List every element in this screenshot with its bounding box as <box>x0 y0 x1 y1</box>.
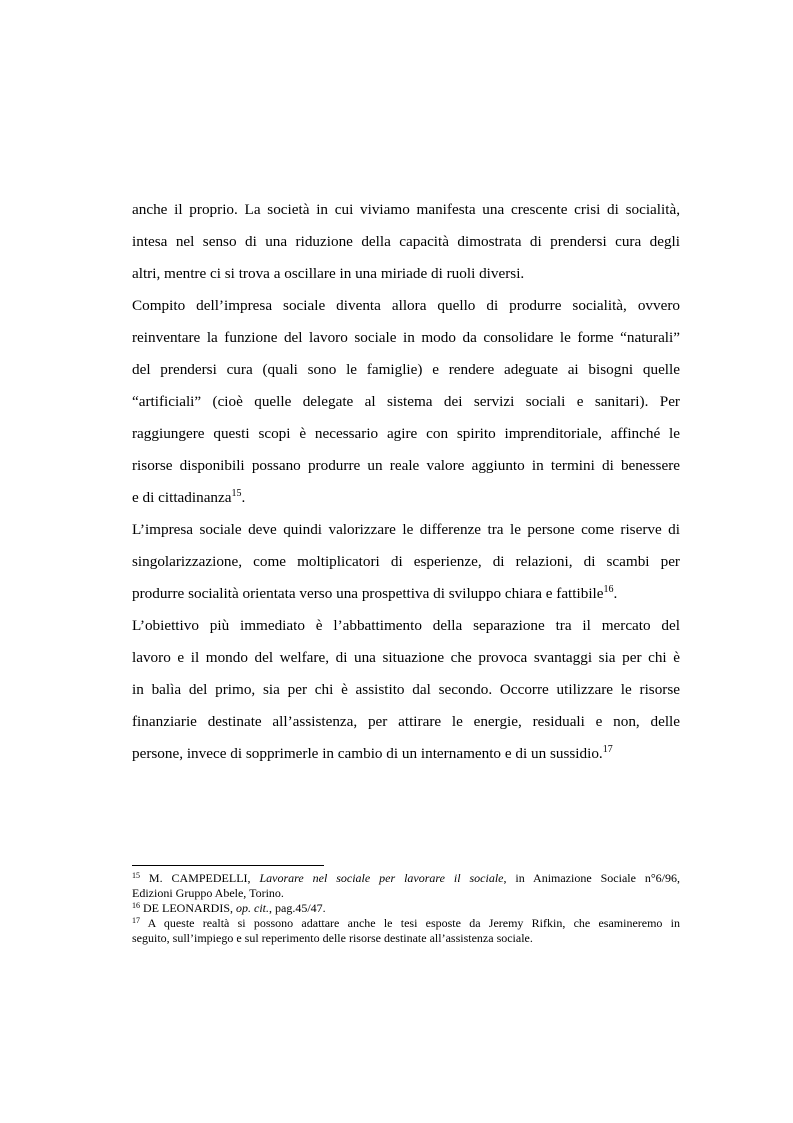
text-line: finanziarie destinate all’assistenza, per attirare le energie, residuali e non, delle <box>132 713 680 730</box>
text-fragment: produrre socialità orientata verso una prospettiva di sviluppo chiara e fattibile <box>132 585 604 602</box>
text-line <box>132 482 680 514</box>
footnote-title: Lavorare nel sociale per lavorare il sociale <box>259 871 504 885</box>
footnote-text: A queste realtà si possono adattare anche le tesi esposte da Jeremy Rifkin, che esamineremo in <box>140 916 680 930</box>
text-line: intesa nel senso di una riduzione della capacità dimostrata di prendersi cura degli <box>132 233 680 250</box>
text-fragment: e di cittadinanza <box>132 489 232 506</box>
text-line: anche il proprio. La società in cui viviamo manifesta una crescente crisi di socialità, <box>132 201 680 218</box>
text-line <box>132 738 680 770</box>
text-line: altri, mentre ci si trova a oscillare in una miriade di ruoli diversi. <box>132 265 525 282</box>
footnote-text: M. CAMPEDELLI, <box>140 871 260 885</box>
footnote-16 <box>132 901 680 916</box>
text-line: lavoro e il mondo del welfare, di una situazione che provoca svantaggi sia per chi è <box>132 649 680 666</box>
footnote-text: DE LEONARDIS, <box>140 901 236 915</box>
text-line: L’impresa sociale deve quindi valorizzare le differenze tra le persone come riserve di <box>132 521 680 538</box>
footnote-separator <box>132 865 324 866</box>
footnote-ref-16: 16 <box>603 584 614 595</box>
footnote-text: , in Animazione Sociale n°6/96, <box>503 871 680 885</box>
text-line: L’obiettivo più immediato è l’abbattimento della separazione tra il mercato del <box>132 617 680 634</box>
footnote-text: , pag.45/47. <box>269 901 326 915</box>
text-line: del prendersi cura (quali sono le famiglie) e rendere adeguate ai bisogni quelle <box>132 361 680 378</box>
text-line: risorse disponibili possano produrre un reale valore aggiunto in termini di benessere <box>132 457 680 474</box>
text-fragment: persone, invece di sopprimerle in cambio di un internamento e di un sussidio. <box>132 745 603 762</box>
footnote-number: 16 <box>132 901 140 910</box>
text-line: Compito dell’impresa sociale diventa allora quello di produrre socialità, ovvero <box>132 297 680 314</box>
text-line: in balìa del primo, sia per chi è assistito dal secondo. Occorre utilizzare le risorse <box>132 681 680 698</box>
footnote-15 <box>132 871 680 886</box>
text-line <box>132 578 680 610</box>
footnote-number: 15 <box>132 871 140 880</box>
text-line: singolarizzazione, come moltiplicatori di esperienze, di relazioni, di scambi per <box>132 553 680 570</box>
footnote-ref-17: 17 <box>602 744 613 755</box>
text-line: raggiungere questi scopi è necessario agire con spirito imprenditoriale, affinché le <box>132 425 680 442</box>
period: . <box>241 489 246 506</box>
footnote-ref-15: 15 <box>231 488 242 499</box>
period: . <box>613 585 618 602</box>
text-line: “artificiali” (cioè quelle delegate al sistema dei servizi sociali e sanitari). Per <box>132 393 680 410</box>
footnote-17 <box>132 916 680 931</box>
footnote-15-continued: Edizioni Gruppo Abele, Torino. <box>132 886 284 900</box>
footnote-17-continued: seguito, sull’impiego e sul reperimento delle risorse destinate all’assistenza sociale. <box>132 931 533 945</box>
footnote-title: op. cit. <box>236 901 269 915</box>
footnote-number: 17 <box>132 916 140 925</box>
text-line: reinventare la funzione del lavoro sociale in modo da consolidare le forme “naturali” <box>132 329 680 346</box>
footnotes <box>132 871 680 946</box>
body-text <box>132 194 680 770</box>
